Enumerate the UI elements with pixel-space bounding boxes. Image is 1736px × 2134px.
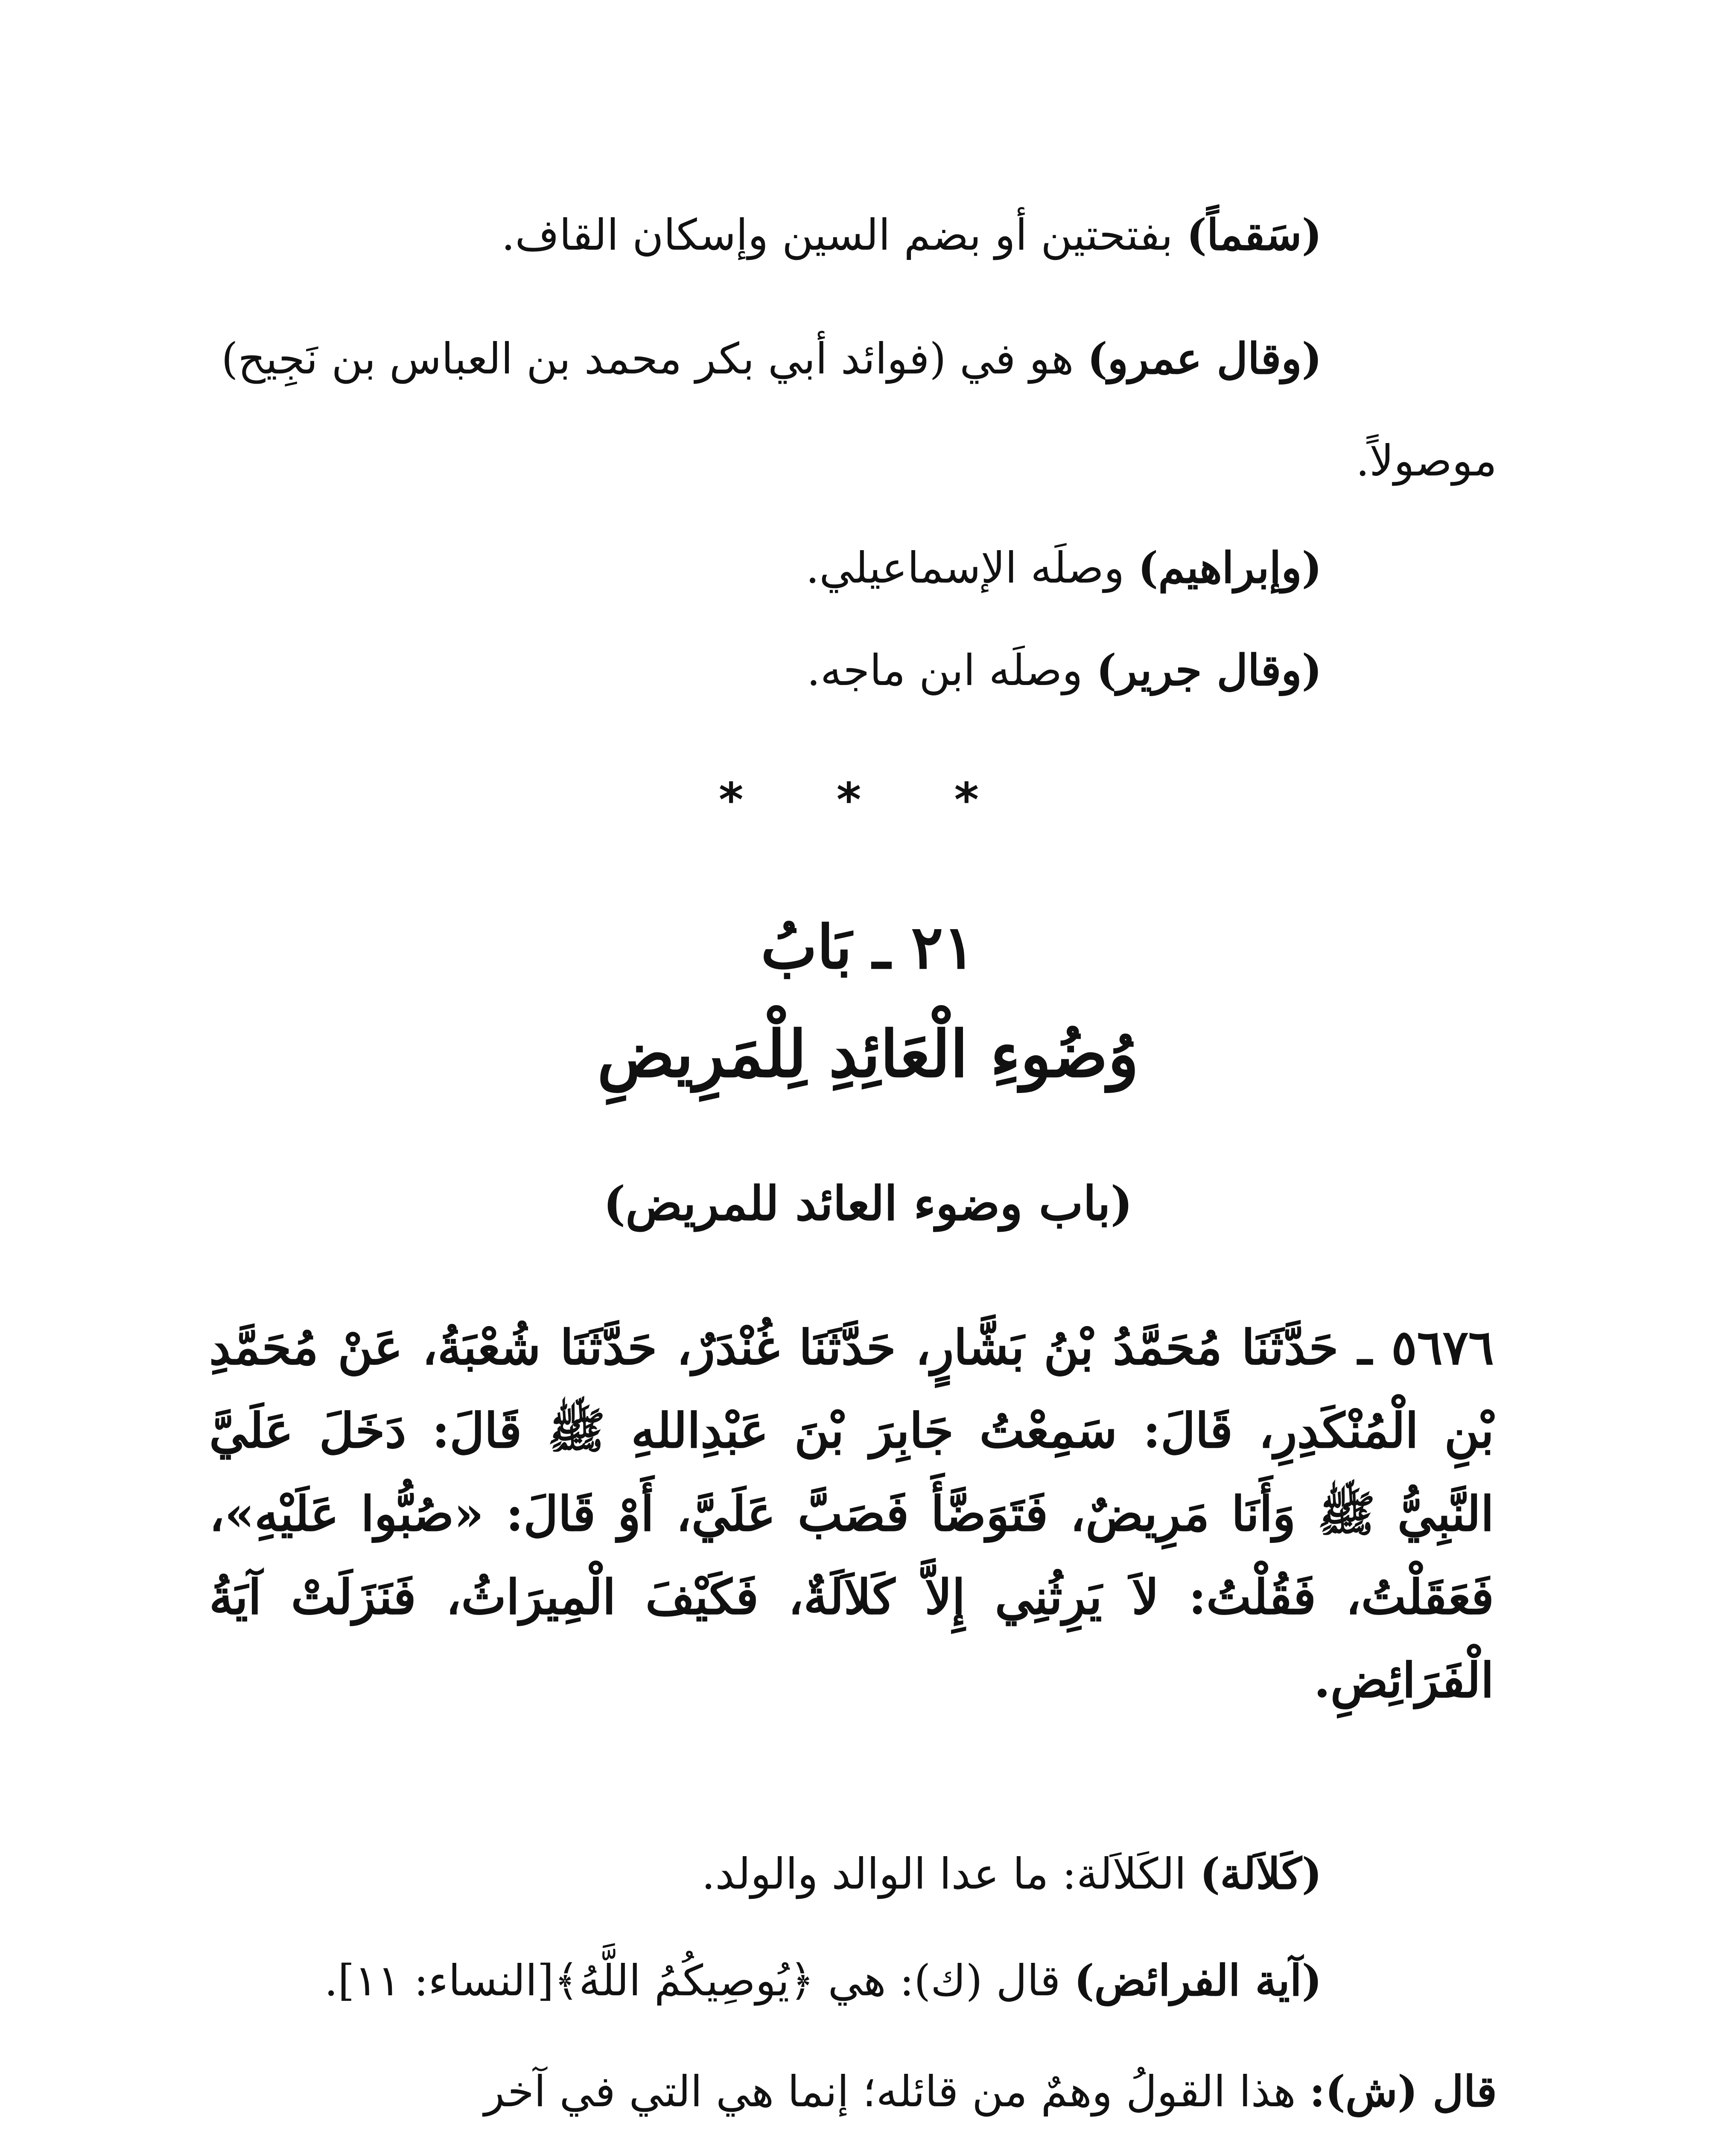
note-text: هو في (فوائد أبي بكر محمد بن العباس بن نَجِيح): [221, 334, 1088, 384]
note-lead: (سَقماً): [1186, 210, 1322, 260]
note-line: [502, 201, 1322, 269]
note-line: [484, 2057, 1497, 2126]
note-continuation: موصولاً.: [1356, 436, 1497, 486]
chapter-title: وُضُوءِ الْعَائِدِ لِلْمَرِيضِ: [597, 1017, 1139, 1092]
note-text: هذا القولُ وهمٌ من قائله؛ إنما هي التي في آخر: [484, 2067, 1310, 2117]
note-lead: قال (ش):: [1309, 2066, 1497, 2117]
note-lead: (وقال جرير): [1096, 645, 1322, 695]
note-line: [324, 1946, 1322, 2015]
section-separator: * * *: [718, 773, 1018, 827]
note-line: [702, 1840, 1322, 1908]
chapter-subtitle: (باب وضوء العائد للمريض): [603, 1176, 1133, 1231]
note-line: [807, 636, 1322, 705]
note-text: قال (ك): هي ﴿يُوصِيكُمُ اللَّهُ﴾[النساء: ١١].: [324, 1956, 1074, 2006]
note-line: [222, 324, 1322, 393]
note-lead: (وقال عمرو): [1087, 333, 1322, 384]
note-text: وصلَه الإسماعيلي.: [805, 543, 1138, 593]
hadith-text: ٥٦٧٦ ـ حَدَّثَنَا مُحَمَّدُ بْنُ بَشَّارٍ، حَدَّثَنَا غُنْدَرٌ، حَدَّثَنَا شُعْبَةُ، عَنْ مُحَمَّدِ بْنِ الْمُنْكَدِرِ، قَالَ: سَمِعْتُ جَابِرَ بْنَ عَبْدِاللهِ ﷺ قَالَ: دَخَلَ عَلَيَّ النَّبِيُّ ﷺ وَأَنَا مَرِيضٌ، فَتَوَضَّأَ فَصَبَّ عَلَيَّ، أَوْ قَالَ: «صُبُّوا عَلَيْهِ»، فَعَقَلْتُ، فَقُلْتُ: لاَ يَرِثُنِي إِلاَّ كَلاَلَةٌ، فَكَيْفَ الْمِيرَاثُ، فَنَزَلَتْ آيَةُ الْفَرَائِضِ.: [209, 1320, 1494, 1708]
chapter-number: ٢١ ـ بَابُ: [761, 912, 975, 982]
note-text: وصلَه ابن ماجه.: [807, 645, 1097, 695]
note-lead: (وإبراهيم): [1138, 542, 1322, 593]
note-lead: (آية الفرائض): [1074, 1955, 1322, 2006]
note-line: [806, 534, 1322, 602]
note-text: بفتحتين أو بضم السين وإسكان القاف.: [501, 210, 1187, 260]
note-lead: (كَلاَلة): [1200, 1848, 1322, 1899]
note-text: الكَلاَلة: ما عدا الوالد والولد.: [701, 1849, 1200, 1899]
